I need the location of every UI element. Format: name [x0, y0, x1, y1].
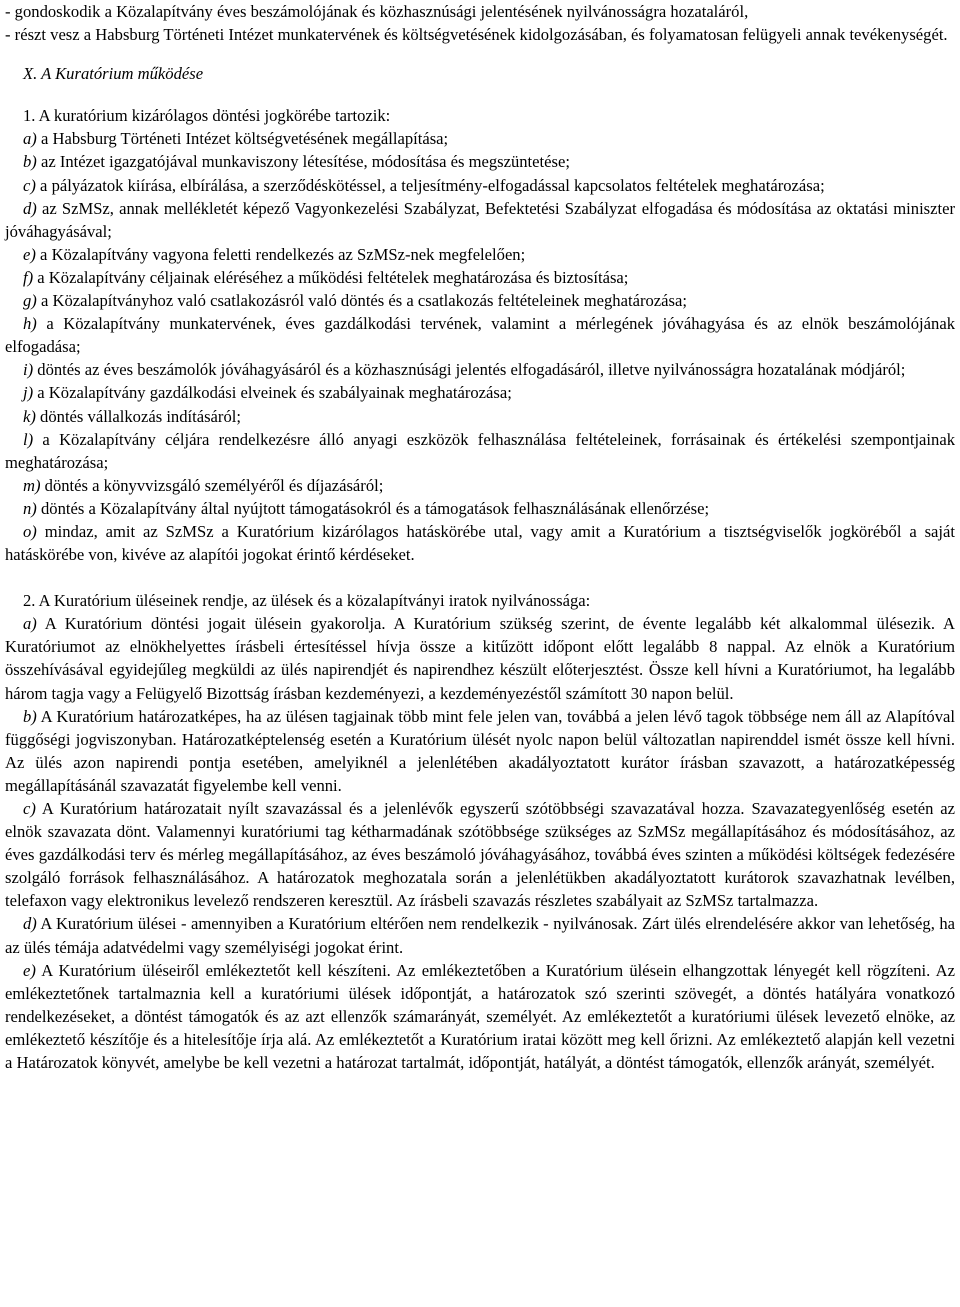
item-label: c)	[23, 175, 36, 195]
list-item	[5, 428, 955, 474]
list-item	[5, 266, 955, 289]
list-item	[5, 243, 955, 266]
item-text: a Közalapítvány munkatervének, éves gazdálkodási tervének, valamint a mérlegének jóváhagyása és az elnök beszámolójának elfogadása;	[5, 314, 955, 357]
list-item	[5, 497, 955, 520]
item-text: az SzMSz, annak mellékletét képező Vagyonkezelési Szabályzat, Befektetési Szabályzat elfogadása és módosítása az oktatási miniszter jóváhagyásával;	[5, 198, 955, 241]
item-text: A Kuratórium ülései - amennyiben a Kuratórium eltérően nem rendelkezik - nyilvánosak. Zárt ülés elrendelésére akkor van lehetőség, ha az ülés témája adatvédelmi vagy személyiségi jogokat érint.	[5, 914, 955, 957]
list-item	[5, 705, 955, 797]
list-item	[5, 312, 955, 358]
item-text: döntés a Közalapítvány által nyújtott támogatásokról és a támogatások felhasználásának ellenőrzése;	[36, 498, 710, 518]
item-label: n)	[23, 498, 37, 518]
item-text: A Kuratórium határozatképes, ha az ülésen tagjainak több mint fele jelen van, továbbá a jelen lévő tagok többsége nem áll az Alapítóval függőségi jogviszonyban. Határozatképtelenség esetén a Kuratórium ülését nyolc napon belül változatlan napirenddel ismét össze kell hívni. Az ülés azon napirendi pontja esetében, amelyiknél a jelenlétében akadályoztatott kurátor írásban szavazott, a határozatképesség megállapításánál szavazatát figyelembe kell venni.	[5, 706, 955, 795]
intro-line-2: - részt vesz a Habsburg Történeti Intézet munkatervének és költségvetésének kidolgozásában, és folyamatosan felügyeli annak tevékenységét.	[5, 25, 948, 45]
item-text: a Közalapítvány céljára rendelkezésre álló anyagi eszközök felhasználása feltételeinek, forrásainak és értékelési szempontjainak meghatározása;	[5, 429, 955, 472]
paragraph-2-lead: 2. A Kuratórium üléseinek rendje, az ülések és a közalapítványi iratok nyilvánossága:	[23, 591, 591, 611]
item-text: a Közalapítvány céljainak eléréséhez a működési feltételek meghatározása és biztosítása;	[33, 267, 629, 287]
list-item	[5, 197, 955, 243]
item-text: mindaz, amit az SzMSz a Kuratórium kizárólagos hatáskörébe utal, vagy amit a Kuratórium a tisztségviselők jogköréből a saját hatáskörébe von, kivéve az alapítói jogokat érintő kérdéseket.	[5, 521, 955, 565]
list-item	[5, 959, 955, 1074]
item-label: g)	[23, 291, 37, 311]
list-item	[5, 474, 955, 497]
paragraph-1-list	[5, 127, 955, 566]
list-item	[5, 912, 955, 958]
item-label: d)	[23, 198, 37, 218]
item-text: a Habsburg Történeti Intézet költségvetésének megállapítása;	[36, 129, 449, 149]
document-page	[5, 0, 955, 1074]
item-label: f)	[23, 267, 34, 287]
list-item	[5, 381, 955, 404]
item-text: a Közalapítványhoz való csatlakozásról való döntés és a csatlakozás feltételeinek meghatározása;	[36, 291, 687, 311]
item-label: j)	[23, 383, 34, 403]
item-label: e)	[23, 960, 36, 980]
item-text: A Kuratórium döntési jogait ülésein gyakorolja. A Kuratórium szükség szerint, de évente legalább két alkalommal ülésezik. A Kuratóriumot az elnökhelyettes írásbeli értesítéssel hívja össze a kitűzött időpont előtt legalább 8 nappal. Az elnök a Kuratórium összehívásával egyidejűleg megküldi az ülés napirendjét és napirendhez készült előterjesztést. Össze kell hívni a Kuratóriumot, ha legalább három tagja vagy a Felügyelő Bizottság írásban kezdeményezi, a kezdeményezéstől számított 30 napon belül.	[5, 614, 955, 703]
paragraph-1-lead: 1. A kuratórium kizárólagos döntési jogkörébe tartozik:	[23, 106, 391, 126]
item-label: o)	[23, 521, 37, 541]
item-text: döntés a könyvvizsgáló személyéről és díjazásáról;	[40, 475, 384, 495]
list-item	[5, 405, 955, 428]
item-label: d)	[23, 914, 37, 934]
section-heading: X. A Kuratórium működése	[23, 64, 204, 84]
item-label: b)	[23, 706, 37, 726]
intro-line-1: - gondoskodik a Közalapítvány éves beszámolójának és közhasznúsági jelentésének nyilvánosságra hozataláról,	[5, 2, 749, 21]
list-item	[5, 174, 955, 197]
list-item	[5, 127, 955, 150]
item-label: c)	[23, 799, 36, 818]
paragraph-2-list	[5, 612, 955, 1074]
item-text: döntés vállalkozás indításáról;	[35, 406, 241, 426]
item-text: A Kuratórium üléseiről emlékeztetőt kell készíteni. Az emlékeztetőben a Kuratórium ülésein elhangzottak lényegét kell rögzíteni. Az emlékeztetőnek tartalmaznia kell a kuratóriumi ülések időpontját, a határozatok szó szerinti szövegét, a döntés hatályára vonatkozó rendelkezéseket, a döntést támogatók és az azt ellenzők számarányát, személyét. Az emlékeztetőt a kuratóriumi ülések levezető elnöke, az emlékeztető készítője és a hitelesítője írja alá. Az emlékeztetőt a Kuratórium iratai között meg kell őrizni. Az emlékeztető alapján kell vezetni a Határozatok könyvét, amelybe be kell vezetni a határozat tartalmát, időpontját, hatályát, a döntést támogatók, ellenzők arányát, személyét.	[5, 960, 955, 1073]
item-label: k)	[23, 406, 36, 426]
list-item	[5, 358, 955, 381]
list-item	[5, 289, 955, 312]
item-text: a Közalapítvány vagyona feletti rendelkezés az SzMSz-nek megfelelően;	[35, 244, 526, 264]
item-text: az Intézet igazgatójával munkaviszony létesítése, módosítása és megszüntetése;	[36, 152, 570, 172]
item-label: l)	[23, 429, 34, 449]
item-label: a)	[23, 614, 37, 634]
item-text: A Kuratórium határozatait nyílt szavazással és a jelenlévők egyszerű szótöbbségi szavazatával hozza. Szavazategyenlőség esetén az elnök szavazata dönt. Valamennyi kuratóriumi tag kétharmadának szótöbbsége szükséges az SzMSz megállapításához és módosításához, az éves gazdálkodási terv és mérleg megállapításához, az éves beszámoló jóváhagyásához, továbbá éves szinten a működési költségek fedezésére szolgáló források felhasználásához. A határozatok meghozatala során a jelenlétükben akadályoztatott kurátorok szavazhatnak levélben, telefaxon vagy elektronikus levelező rendszeren keresztül. Az írásbeli szavazás részletes szabályait az SzMSz tartalmazza.	[5, 799, 955, 911]
list-item	[5, 612, 955, 704]
item-label: a)	[23, 129, 37, 149]
item-label: m)	[23, 475, 41, 495]
list-item	[5, 520, 955, 566]
item-label: i)	[23, 360, 34, 380]
list-item	[5, 797, 955, 912]
list-item	[5, 150, 955, 173]
item-text: a Közalapítvány gazdálkodási elveinek és szabályainak meghatározása;	[33, 383, 512, 403]
item-text: a pályázatok kiírása, elbírálása, a szerződéskötéssel, a teljesítmény-elfogadással kapcsolatos feltételek meghatározása;	[35, 175, 825, 195]
item-text: döntés az éves beszámolók jóváhagyásáról és a közhasznúsági jelentés elfogadásáról, illetve nyilvánosságra hozatalának módjáról;	[33, 360, 906, 380]
item-label: b)	[23, 152, 37, 172]
item-label: e)	[23, 244, 36, 264]
item-label: h)	[23, 314, 37, 334]
